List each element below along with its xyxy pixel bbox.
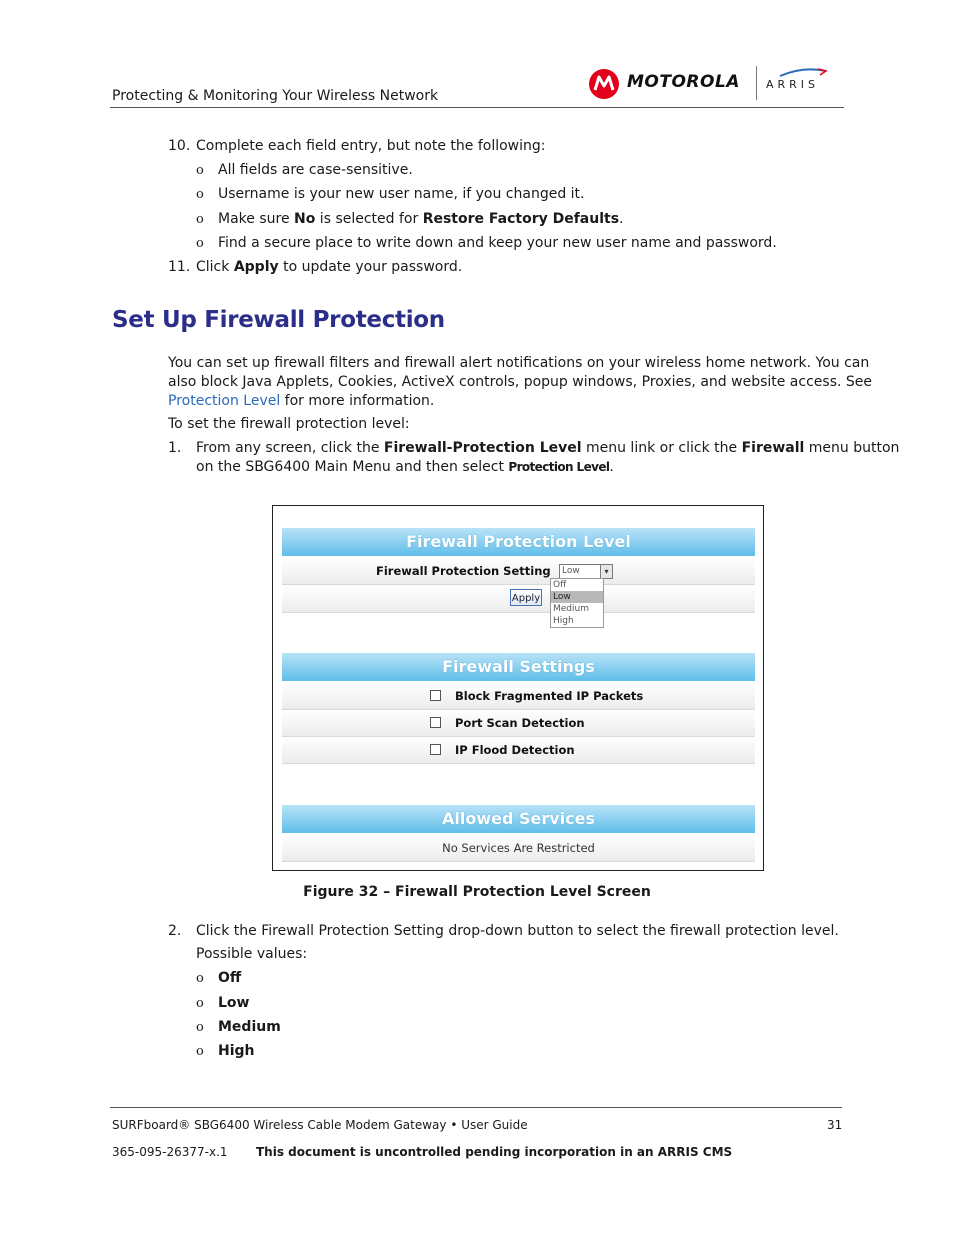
port-scan-checkbox[interactable] xyxy=(430,717,441,728)
apply-button[interactable]: Apply xyxy=(510,589,542,606)
bullet-glyph: o xyxy=(196,212,204,227)
apply-row xyxy=(282,586,755,613)
step-text: Complete each field entry, but note the following: xyxy=(196,138,546,154)
checkbox-label: Block Fragmented IP Packets xyxy=(455,689,644,703)
bullet-glyph: o xyxy=(196,187,204,202)
allowed-services-row xyxy=(282,835,755,862)
no-services-text: No Services Are Restricted xyxy=(442,841,595,855)
step-number: 2. xyxy=(168,923,182,939)
firewall-screenshot-figure xyxy=(272,505,764,871)
step-number: 1. xyxy=(168,440,182,456)
value-item: Low xyxy=(218,995,250,1011)
motorola-logo-icon xyxy=(589,69,619,99)
bullet-glyph: o xyxy=(196,236,204,251)
logo-divider xyxy=(756,66,757,100)
ip-flood-checkbox[interactable] xyxy=(430,744,441,755)
panel-header-allowed-services: Allowed Services xyxy=(282,805,755,833)
paragraph-line: To set the firewall protection level: xyxy=(168,416,410,432)
value-item: High xyxy=(218,1043,255,1059)
value-item: Medium xyxy=(218,1019,281,1035)
header-rule xyxy=(110,107,844,108)
checkbox-row xyxy=(282,683,755,710)
document-number: 365-095-26377-x.1 xyxy=(112,1145,228,1159)
document-notice: This document is uncontrolled pending incorporation in an ARRIS CMS xyxy=(256,1145,733,1159)
protection-setting-row xyxy=(282,558,755,585)
protection-level-dropdown-list xyxy=(550,578,604,628)
step-number: 10. xyxy=(168,138,191,154)
motorola-wordmark: MOTOROLA xyxy=(627,72,740,92)
step-text: From any screen, click the Firewall-Protection Level menu link or click the Firewall menu button xyxy=(196,440,900,456)
bullet-glyph: o xyxy=(196,163,204,178)
bullet-glyph: o xyxy=(196,1044,204,1059)
step-number: 11. xyxy=(168,259,191,275)
bullet-glyph: o xyxy=(196,1020,204,1035)
dropdown-option[interactable]: Low xyxy=(551,591,603,603)
step-text: on the SBG6400 Main Menu and then select Protection Level. xyxy=(196,459,614,475)
checkbox-row xyxy=(282,737,755,764)
dropdown-option[interactable]: Off xyxy=(553,580,567,590)
panel-header-firewall-settings: Firewall Settings xyxy=(282,653,755,681)
footer-rule xyxy=(110,1107,842,1108)
chevron-down-icon[interactable]: ▾ xyxy=(600,565,612,578)
page-number: 31 xyxy=(827,1118,843,1132)
bullet-text: All fields are case-sensitive. xyxy=(218,162,413,178)
dropdown-option[interactable]: High xyxy=(553,616,574,626)
dropdown-option[interactable]: Medium xyxy=(553,604,589,614)
step-text: Click the Firewall Protection Setting drop-down button to select the firewall protection level. xyxy=(196,923,839,939)
figure-caption: Figure 32 – Firewall Protection Level Screen xyxy=(303,884,651,900)
header-title: Protecting & Monitoring Your Wireless Network xyxy=(112,88,439,104)
arris-wordmark: ARRIS xyxy=(766,78,820,91)
bullet-glyph: o xyxy=(196,996,204,1011)
bullet-text: Find a secure place to write down and keep your new user name and password. xyxy=(218,235,777,251)
checkbox-row xyxy=(282,710,755,737)
paragraph-line: You can set up firewall filters and firewall alert notifications on your wireless home network. You can xyxy=(168,355,870,371)
protection-level-select[interactable] xyxy=(559,564,613,579)
value-item: Off xyxy=(218,970,242,986)
step-text: Click Apply to update your password. xyxy=(196,259,463,275)
protection-level-link[interactable]: Protection Level xyxy=(168,393,281,409)
paragraph-line: also block Java Applets, Cookies, ActiveX controls, popup windows, Proxies, and website access. See xyxy=(168,374,872,390)
panel-header-protection-level: Firewall Protection Level xyxy=(282,528,755,556)
selected-value: Low xyxy=(562,566,580,576)
bullet-text: Make sure No is selected for Restore Factory Defaults. xyxy=(218,211,624,227)
checkbox-label: IP Flood Detection xyxy=(455,743,575,757)
protection-setting-label: Firewall Protection Setting xyxy=(376,564,551,578)
step-text: Possible values: xyxy=(196,946,308,962)
bullet-text: Username is your new user name, if you changed it. xyxy=(218,186,585,202)
footer-guide-title: SURFboard® SBG6400 Wireless Cable Modem Gateway • User Guide xyxy=(112,1118,528,1132)
checkbox-label: Port Scan Detection xyxy=(455,716,585,730)
block-fragmented-checkbox[interactable] xyxy=(430,690,441,701)
paragraph-line: Protection Level for more information. xyxy=(168,393,435,409)
section-heading: Set Up Firewall Protection xyxy=(112,307,445,333)
bullet-glyph: o xyxy=(196,971,204,986)
